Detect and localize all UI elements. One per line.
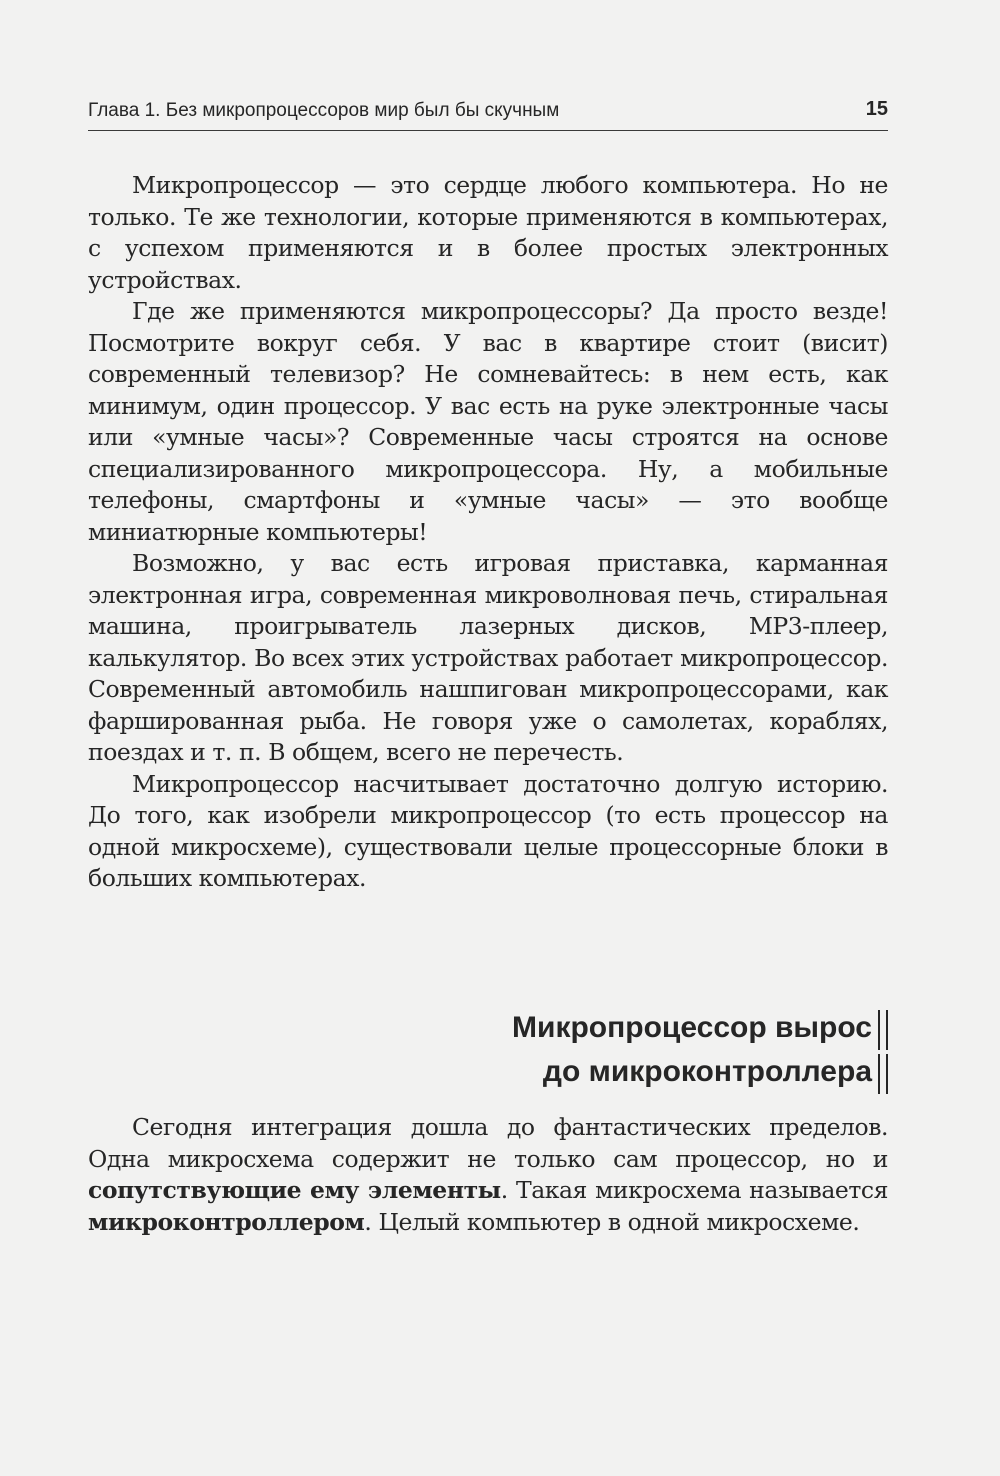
section-heading-line: до микроконтроллера [543,1050,888,1094]
paragraph: Микропроцессор насчитывает достаточно долгую историю. До того, как изобрели микропроцессор (то есть процессор на одной микросхеме), существовали целые процессорные блоки в больших компьютерах. [88,769,888,892]
section-heading-line: Микропроцессор вырос [512,1006,888,1050]
bold-term: сопутствующие ему элементы [88,1176,501,1204]
text-run: . Целый компьютер в одной микросхеме. [364,1207,860,1236]
text-run: Сегодня интеграция дошла до фантастических пределов. Одна микросхема содержит не только сам процессор, но и [88,1113,888,1173]
chapter-title: Глава 1. Без микропроцессоров мир был бы скучным [88,100,560,121]
bold-term: микроконтроллером [88,1207,365,1236]
paragraph [88,1112,888,1238]
section-heading [88,1006,888,1094]
paragraph: Где же применяются микропроцессоры? Да просто везде! Посмотрите вокруг себя. У вас в квартире стоит (висит) современный телевизор? Не сомневайтесь: в нем есть, как минимум, один процессор. У вас есть на руке электронные часы или «умные часы»? Современные часы строятся на основе специализированного микропроцессора. Ну, а мобильные телефоны, смартфоны и «умные часы» — это вообще миниатюрные компьютеры! [88,297,888,546]
running-head [88,94,888,131]
page-number: 15 [865,98,888,120]
section-text [88,1112,888,1238]
text-run: . Такая микросхема называется [500,1176,888,1204]
paragraph: Микропроцессор — это сердце любого компьютера. Но не только. Те же технологии, которые применяются в компьютерах, с успехом применяются и в более простых электронных устройствах. [88,171,888,294]
paragraph: Возможно, у вас есть игровая приставка, карманная электронная игра, современная микроволновая печь, стиральная машина, проигрыватель лазерных дисков, MP3-плеер, калькулятор. Во всех этих устройствах работает микропроцессор. Современный автомобиль нашпигован микропроцессорами, как фаршированная рыба. Не говоря уже о самолетах, кораблях, поездах и т. п. В общем, всего не перечесть. [88,549,888,766]
main-text [88,170,888,895]
